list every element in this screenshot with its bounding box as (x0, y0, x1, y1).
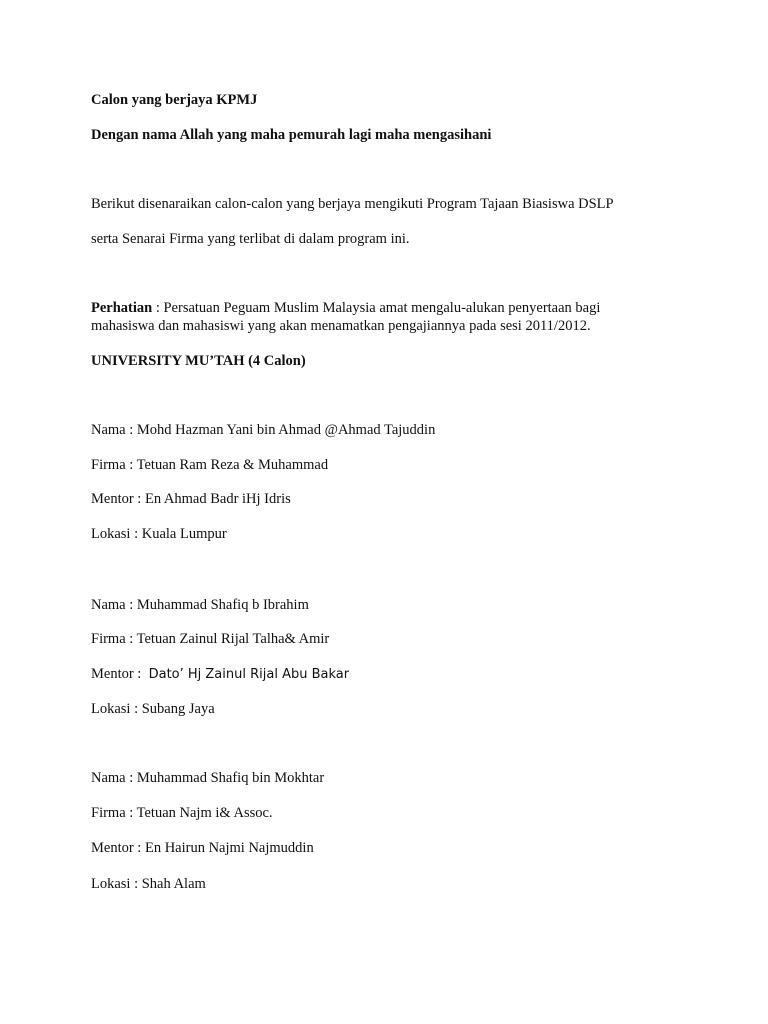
intro-line-1: Berikut disenaraikan calon-calon yang berjaya mengikuti Program Tajaan Biasiswa DSLP (91, 196, 614, 212)
notice-paragraph (91, 299, 600, 317)
candidate-2-lokasi: Lokasi : Subang Jaya (91, 701, 215, 717)
candidate-2-mentor-name: Dato’ Hj Zainul Rijal Abu Bakar (148, 667, 350, 682)
candidate-3-firma: Firma : Tetuan Najm i& Assoc. (91, 805, 273, 821)
notice-text: : Persatuan Peguam Muslim Malaysia amat mengalu-alukan penyertaan bagi (152, 300, 601, 316)
candidate-2-mentor-prefix: Mentor : (91, 666, 149, 682)
candidate-1-firma: Firma : Tetuan Ram Reza & Muhammad (91, 457, 329, 473)
candidate-3-lokasi: Lokasi : Shah Alam (91, 876, 206, 892)
document-heading: Calon yang berjaya KPMJ (91, 92, 258, 108)
candidate-3-nama: Nama : Muhammad Shafiq bin Mokhtar (91, 770, 325, 786)
candidate-2-mentor (91, 665, 349, 684)
candidate-2-firma: Firma : Tetuan Zainul Rijal Talha& Amir (91, 631, 330, 647)
candidate-1-lokasi: Lokasi : Kuala Lumpur (91, 526, 227, 542)
bismillah-line: Dengan nama Allah yang maha pemurah lagi maha mengasihani (91, 127, 492, 143)
candidate-3-mentor: Mentor : En Hairun Najmi Najmuddin (91, 840, 314, 856)
notice-paragraph-line-2: mahasiswa dan mahasiswi yang akan menamatkan pengajiannya pada sesi 2011/2012. (91, 318, 591, 334)
intro-line-2: serta Senarai Firma yang terlibat di dalam program ini. (91, 231, 410, 247)
university-heading: UNIVERSITY MU’TAH (4 Calon) (91, 353, 306, 369)
candidate-1-mentor: Mentor : En Ahmad Badr iHj Idris (91, 491, 291, 507)
notice-label: Perhatian (91, 300, 153, 316)
candidate-2-nama: Nama : Muhammad Shafiq b Ibrahim (91, 597, 309, 613)
candidate-1-nama: Nama : Mohd Hazman Yani bin Ahmad @Ahmad Tajuddin (91, 422, 436, 438)
